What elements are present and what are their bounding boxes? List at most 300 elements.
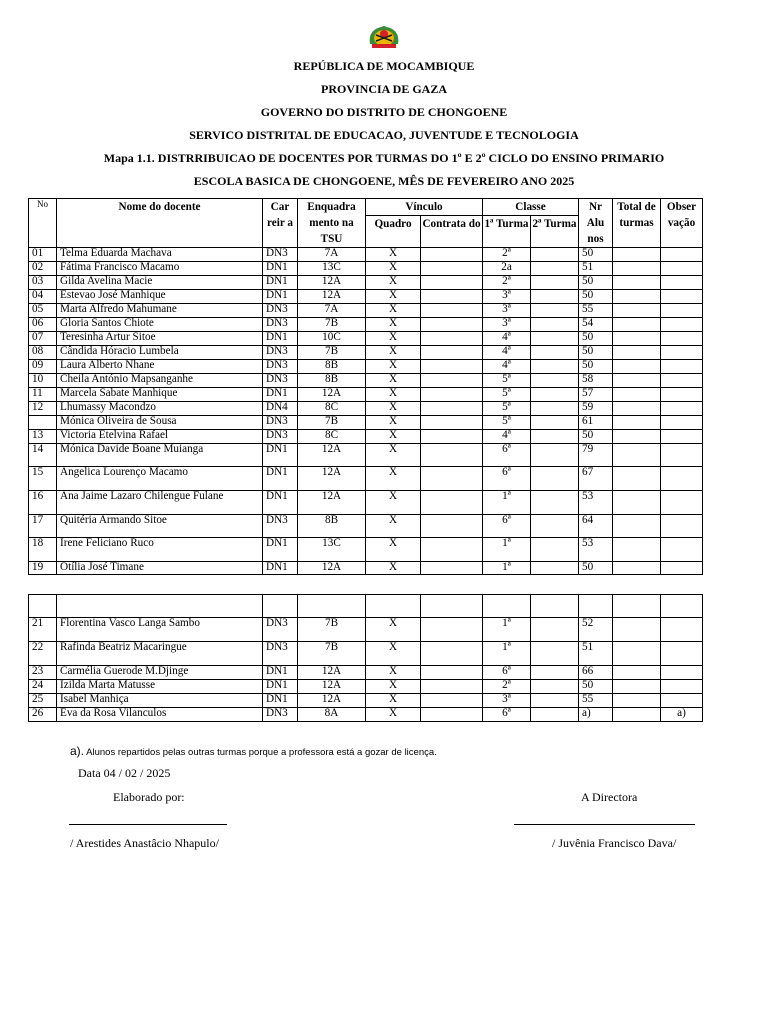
cell-total-turmas	[613, 618, 661, 642]
cell-nome: Eva da Rosa Vilanculos	[57, 708, 263, 722]
cell-nr-alunos: 50	[579, 346, 613, 360]
cell-carreira: DN3	[263, 708, 298, 722]
footnote	[70, 744, 437, 758]
cell-turma1: 2ª	[483, 276, 531, 290]
cell-contratado	[421, 595, 483, 618]
footnote-text: Alunos repartidos pelas outras turmas porque a professora está a gozar de licença.	[86, 747, 437, 758]
cell-enquadramento: 7A	[298, 304, 366, 318]
col-header-enquadramento: Enquadra mento na TSU	[298, 199, 366, 248]
cell-observacao	[661, 595, 703, 618]
cell-nr-alunos: 51	[579, 642, 613, 666]
cell-nome: Gloria Santos Chiote	[57, 318, 263, 332]
cell-quadro: X	[366, 515, 421, 538]
cell-carreira: DN4	[263, 402, 298, 416]
cell-contratado	[421, 276, 483, 290]
header-country: REPÚBLICA DE MOCAMBIQUE	[293, 59, 475, 73]
cell-nr-alunos: 50	[579, 680, 613, 694]
cell-observacao	[661, 642, 703, 666]
cell-total-turmas	[613, 304, 661, 318]
cell-enquadramento: 7B	[298, 642, 366, 666]
cell-nr-alunos: 59	[579, 402, 613, 416]
cell-nr-alunos: 55	[579, 304, 613, 318]
cell-turma1: 5ª	[483, 416, 531, 430]
table-row	[29, 416, 703, 430]
cell-observacao	[661, 416, 703, 430]
cell-enquadramento: 12A	[298, 694, 366, 708]
cell-contratado	[421, 332, 483, 346]
cell-turma1: 3ª	[483, 694, 531, 708]
signature-line-right	[514, 824, 695, 825]
cell-observacao	[661, 304, 703, 318]
footnote-mark: a).	[70, 744, 85, 758]
table-row	[29, 276, 703, 290]
cell-turma1: 1ª	[483, 538, 531, 562]
cell-contratado	[421, 562, 483, 575]
cell-nr-alunos: 61	[579, 416, 613, 430]
cell-carreira: DN3	[263, 515, 298, 538]
cell-enquadramento: 13C	[298, 262, 366, 276]
cell-total-turmas	[613, 708, 661, 722]
cell-total-turmas	[613, 694, 661, 708]
cell-nr-alunos: 50	[579, 332, 613, 346]
directora-label: A Directora	[581, 790, 638, 804]
col-header-nr-alunos: Nr Alu nos	[579, 199, 613, 248]
cell-turma1: 6ª	[483, 515, 531, 538]
cell-nome: Mónica Oliveira de Sousa	[57, 416, 263, 430]
cell-contratado	[421, 346, 483, 360]
cell-turma1: 4ª	[483, 360, 531, 374]
cell-nome: Mónica Davide Boane Muianga	[57, 444, 263, 467]
cell-enquadramento: 12A	[298, 562, 366, 575]
cell-quadro: X	[366, 694, 421, 708]
cell-no: 14	[29, 444, 57, 467]
cell-nome: Izilda Marta Matusse	[57, 680, 263, 694]
header-service: SERVICO DISTRITAL DE EDUCACAO, JUVENTUDE E TECNOLOGIA	[189, 128, 579, 142]
cell-total-turmas	[613, 515, 661, 538]
cell-quadro: X	[366, 416, 421, 430]
cell-enquadramento: 12A	[298, 290, 366, 304]
cell-total-turmas	[613, 444, 661, 467]
header-school: ESCOLA BASICA DE CHONGOENE, MÊS DE FEVEREIRO ANO 2025	[193, 174, 575, 188]
col-header-classe: Classe	[483, 199, 579, 216]
table-row	[29, 304, 703, 318]
cell-nome: Florentina Vasco Langa Sambo	[57, 618, 263, 642]
teachers-table-continued	[28, 594, 703, 722]
cell-enquadramento: 13C	[298, 538, 366, 562]
cell-contratado	[421, 618, 483, 642]
cell-nr-alunos: 79	[579, 444, 613, 467]
cell-enquadramento: 7B	[298, 346, 366, 360]
cell-nome: Marcela Sabate Manhique	[57, 388, 263, 402]
table-row	[29, 430, 703, 444]
cell-contratado	[421, 318, 483, 332]
cell-quadro: X	[366, 430, 421, 444]
col-header-vinculo: Vínculo	[366, 199, 483, 216]
cell-no: 19	[29, 562, 57, 575]
cell-observacao	[661, 290, 703, 304]
col-header-no: No	[29, 199, 57, 248]
cell-quadro: X	[366, 666, 421, 680]
cell-carreira: DN3	[263, 304, 298, 318]
cell-nr-alunos: 50	[579, 360, 613, 374]
cell-turma2	[531, 290, 579, 304]
cell-carreira: DN3	[263, 642, 298, 666]
cell-observacao	[661, 360, 703, 374]
cell-quadro: X	[366, 642, 421, 666]
cell-total-turmas	[613, 318, 661, 332]
cell-turma2	[531, 248, 579, 262]
elaborado-label: Elaborado por:	[113, 790, 185, 804]
col-header-quadro: Quadro	[366, 216, 421, 248]
cell-turma1: 1ª	[483, 562, 531, 575]
cell-turma1: 5ª	[483, 388, 531, 402]
cell-nome: Otília José Timane	[57, 562, 263, 575]
cell-quadro: X	[366, 318, 421, 332]
cell-observacao	[661, 276, 703, 290]
teachers-table	[28, 198, 703, 575]
cell-nome: Angelica Lourenço Macamo	[57, 467, 263, 491]
cell-no: 03	[29, 276, 57, 290]
cell-total-turmas	[613, 346, 661, 360]
header-province: PROVINCIA DE GAZA	[320, 82, 447, 96]
table-row	[29, 318, 703, 332]
cell-turma1: 1ª	[483, 642, 531, 666]
cell-turma1: 6ª	[483, 444, 531, 467]
cell-contratado	[421, 515, 483, 538]
cell-nome: Victoria Etelvina Rafael	[57, 430, 263, 444]
cell-nr-alunos: 50	[579, 290, 613, 304]
cell-quadro: X	[366, 290, 421, 304]
col-header-carreira: Car reir a	[263, 199, 298, 248]
cell-turma2	[531, 642, 579, 666]
cell-observacao	[661, 515, 703, 538]
cell-enquadramento: 12A	[298, 467, 366, 491]
cell-turma2	[531, 444, 579, 467]
cell-turma2	[531, 346, 579, 360]
cell-contratado	[421, 304, 483, 318]
cell-total-turmas	[613, 642, 661, 666]
table-row	[29, 708, 703, 722]
col-header-turma1: 1ª Turma	[483, 216, 531, 248]
cell-total-turmas	[613, 290, 661, 304]
cell-total-turmas	[613, 276, 661, 290]
cell-turma2	[531, 402, 579, 416]
table-row	[29, 402, 703, 416]
cell-total-turmas	[613, 262, 661, 276]
cell-no: 10	[29, 374, 57, 388]
cell-no: 23	[29, 666, 57, 680]
table-row	[29, 562, 703, 575]
cell-nome: Marta Alfredo Mahumane	[57, 304, 263, 318]
cell-total-turmas	[613, 430, 661, 444]
table-row	[29, 618, 703, 642]
cell-enquadramento: 8B	[298, 515, 366, 538]
cell-total-turmas	[613, 360, 661, 374]
cell-observacao	[661, 694, 703, 708]
cell-quadro: X	[366, 562, 421, 575]
cell-turma2	[531, 618, 579, 642]
cell-enquadramento: 7B	[298, 318, 366, 332]
cell-observacao	[661, 538, 703, 562]
cell-contratado	[421, 467, 483, 491]
cell-nr-alunos: 50	[579, 562, 613, 575]
cell-total-turmas	[613, 374, 661, 388]
cell-turma2	[531, 538, 579, 562]
cell-contratado	[421, 290, 483, 304]
cell-turma1: 4ª	[483, 430, 531, 444]
cell-no	[29, 595, 57, 618]
cell-turma2	[531, 318, 579, 332]
cell-observacao	[661, 248, 703, 262]
cell-observacao	[661, 562, 703, 575]
cell-contratado	[421, 374, 483, 388]
cell-no: 22	[29, 642, 57, 666]
cell-turma1: 2ª	[483, 680, 531, 694]
cell-quadro: X	[366, 374, 421, 388]
table-row	[29, 595, 703, 618]
cell-observacao	[661, 680, 703, 694]
cell-turma2	[531, 304, 579, 318]
table-row	[29, 444, 703, 467]
cell-quadro: X	[366, 388, 421, 402]
cell-no: 11	[29, 388, 57, 402]
cell-no: 21	[29, 618, 57, 642]
cell-nome: Isabel Manhiça	[57, 694, 263, 708]
cell-no: 18	[29, 538, 57, 562]
cell-carreira	[263, 595, 298, 618]
cell-carreira: DN3	[263, 360, 298, 374]
cell-turma2	[531, 694, 579, 708]
cell-carreira: DN1	[263, 562, 298, 575]
cell-total-turmas	[613, 680, 661, 694]
cell-turma1: 6ª	[483, 467, 531, 491]
cell-enquadramento	[298, 595, 366, 618]
cell-nome: Cheila António Mapsanganhe	[57, 374, 263, 388]
cell-enquadramento: 12A	[298, 388, 366, 402]
signature-line-left	[69, 824, 227, 825]
cell-contratado	[421, 680, 483, 694]
cell-turma2	[531, 595, 579, 618]
header-map-title: Mapa 1.1. DISTRRIBUICAO DE DOCENTES POR TURMAS DO 1º E 2º CICLO DO ENSINO PRIMARIO	[103, 151, 665, 165]
cell-observacao	[661, 467, 703, 491]
table-row	[29, 374, 703, 388]
table-row	[29, 332, 703, 346]
cell-carreira: DN1	[263, 262, 298, 276]
cell-observacao: a)	[661, 708, 703, 722]
col-header-observacao: Obser vação	[661, 199, 703, 248]
table-row	[29, 538, 703, 562]
cell-turma1	[483, 595, 531, 618]
cell-turma2	[531, 416, 579, 430]
col-header-total-turmas: Total de turmas	[613, 199, 661, 248]
cell-no: 25	[29, 694, 57, 708]
cell-nr-alunos: 58	[579, 374, 613, 388]
cell-nome: Telma Eduarda Machava	[57, 248, 263, 262]
cell-no: 16	[29, 491, 57, 515]
cell-turma2	[531, 680, 579, 694]
cell-no: 06	[29, 318, 57, 332]
cell-nr-alunos: 66	[579, 666, 613, 680]
cell-turma1: 2ª	[483, 248, 531, 262]
cell-observacao	[661, 491, 703, 515]
cell-observacao	[661, 262, 703, 276]
cell-quadro	[366, 595, 421, 618]
cell-nr-alunos: a)	[579, 708, 613, 722]
cell-quadro: X	[366, 262, 421, 276]
cell-observacao	[661, 666, 703, 680]
cell-turma2	[531, 467, 579, 491]
cell-observacao	[661, 332, 703, 346]
cell-no: 09	[29, 360, 57, 374]
table-row	[29, 666, 703, 680]
cell-nome: Rafinda Beatriz Macaringue	[57, 642, 263, 666]
signature-name-right: / Juvênia Francisco Dava/	[552, 836, 677, 850]
cell-no: 08	[29, 346, 57, 360]
cell-nr-alunos: 50	[579, 430, 613, 444]
cell-turma2	[531, 360, 579, 374]
cell-enquadramento: 8B	[298, 374, 366, 388]
cell-nome: Carmélia Guerode M.Djinge	[57, 666, 263, 680]
cell-nr-alunos: 52	[579, 618, 613, 642]
cell-enquadramento: 12A	[298, 491, 366, 515]
cell-enquadramento: 8B	[298, 360, 366, 374]
table-row	[29, 262, 703, 276]
cell-nome: Irene Feliciano Ruco	[57, 538, 263, 562]
col-header-turma2: 2ª Turma	[531, 216, 579, 248]
cell-carreira: DN1	[263, 694, 298, 708]
cell-turma1: 4ª	[483, 346, 531, 360]
cell-turma2	[531, 276, 579, 290]
cell-nome: Fátima Francisco Macamo	[57, 262, 263, 276]
cell-carreira: DN1	[263, 666, 298, 680]
cell-enquadramento: 10C	[298, 332, 366, 346]
cell-enquadramento: 12A	[298, 680, 366, 694]
table-row	[29, 642, 703, 666]
table-row	[29, 290, 703, 304]
cell-observacao	[661, 618, 703, 642]
cell-carreira: DN1	[263, 388, 298, 402]
cell-quadro: X	[366, 360, 421, 374]
cell-no: 02	[29, 262, 57, 276]
cell-no: 04	[29, 290, 57, 304]
cell-carreira: DN3	[263, 618, 298, 642]
signature-name-left: / Arestides Anastâcio Nhapulo/	[70, 836, 219, 850]
cell-total-turmas	[613, 402, 661, 416]
cell-carreira: DN1	[263, 276, 298, 290]
cell-contratado	[421, 430, 483, 444]
cell-turma1: 6ª	[483, 708, 531, 722]
cell-contratado	[421, 708, 483, 722]
cell-nome: Gilda Avelina Macie	[57, 276, 263, 290]
cell-contratado	[421, 360, 483, 374]
cell-observacao	[661, 402, 703, 416]
cell-nome: Ana Jaime Lazaro Chilengue Fulane	[57, 491, 263, 515]
cell-contratado	[421, 491, 483, 515]
table-row	[29, 680, 703, 694]
cell-quadro: X	[366, 276, 421, 290]
cell-no: 05	[29, 304, 57, 318]
cell-quadro: X	[366, 346, 421, 360]
table-row	[29, 248, 703, 262]
cell-quadro: X	[366, 708, 421, 722]
cell-nr-alunos: 54	[579, 318, 613, 332]
table-row	[29, 491, 703, 515]
cell-enquadramento: 12A	[298, 666, 366, 680]
cell-nr-alunos: 64	[579, 515, 613, 538]
table-row	[29, 467, 703, 491]
cell-quadro: X	[366, 467, 421, 491]
cell-turma2	[531, 430, 579, 444]
col-header-nome: Nome do docente	[57, 199, 263, 248]
cell-observacao	[661, 430, 703, 444]
cell-nome: Cândida Hóracio Lumbela	[57, 346, 263, 360]
col-header-contratado: Contrata do	[421, 216, 483, 248]
cell-total-turmas	[613, 388, 661, 402]
cell-turma2	[531, 666, 579, 680]
cell-turma2	[531, 262, 579, 276]
cell-observacao	[661, 346, 703, 360]
cell-nr-alunos: 55	[579, 694, 613, 708]
cell-quadro: X	[366, 680, 421, 694]
table-row	[29, 346, 703, 360]
cell-quadro: X	[366, 304, 421, 318]
cell-turma2	[531, 491, 579, 515]
cell-nr-alunos	[579, 595, 613, 618]
cell-nome	[57, 595, 263, 618]
cell-contratado	[421, 538, 483, 562]
cell-nr-alunos: 50	[579, 248, 613, 262]
cell-carreira: DN1	[263, 332, 298, 346]
cell-observacao	[661, 444, 703, 467]
cell-nome: Quitéria Armando Sitoe	[57, 515, 263, 538]
cell-turma2	[531, 515, 579, 538]
cell-total-turmas	[613, 467, 661, 491]
cell-no: 07	[29, 332, 57, 346]
cell-quadro: X	[366, 538, 421, 562]
cell-enquadramento: 8C	[298, 430, 366, 444]
cell-quadro: X	[366, 248, 421, 262]
cell-turma2	[531, 562, 579, 575]
cell-contratado	[421, 248, 483, 262]
cell-turma2	[531, 708, 579, 722]
cell-carreira: DN3	[263, 374, 298, 388]
cell-observacao	[661, 388, 703, 402]
cell-carreira: DN1	[263, 491, 298, 515]
cell-turma1: 3ª	[483, 318, 531, 332]
cell-total-turmas	[613, 332, 661, 346]
cell-contratado	[421, 444, 483, 467]
table-row	[29, 694, 703, 708]
cell-total-turmas	[613, 491, 661, 515]
cell-enquadramento: 12A	[298, 276, 366, 290]
cell-contratado	[421, 642, 483, 666]
cell-enquadramento: 7A	[298, 248, 366, 262]
cell-observacao	[661, 318, 703, 332]
cell-turma1: 1ª	[483, 618, 531, 642]
cell-carreira: DN3	[263, 430, 298, 444]
cell-quadro: X	[366, 402, 421, 416]
cell-quadro: X	[366, 491, 421, 515]
cell-enquadramento: 7B	[298, 618, 366, 642]
cell-turma1: 5ª	[483, 402, 531, 416]
header-government: GOVERNO DO DISTRITO DE CHONGOENE	[260, 105, 508, 119]
national-emblem-icon	[366, 24, 402, 50]
cell-contratado	[421, 416, 483, 430]
cell-total-turmas	[613, 595, 661, 618]
cell-turma1: 1ª	[483, 491, 531, 515]
cell-carreira: DN1	[263, 680, 298, 694]
cell-no: 12	[29, 402, 57, 416]
